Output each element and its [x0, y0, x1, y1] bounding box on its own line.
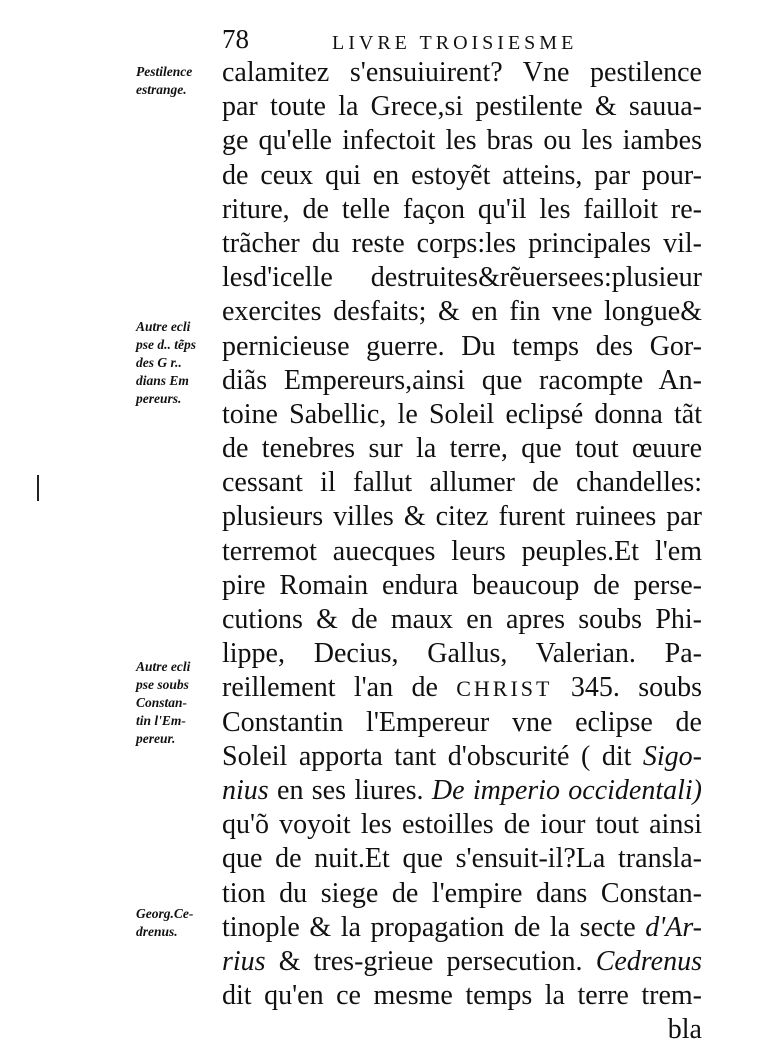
text-line — [222, 911, 702, 945]
margin-note-line: pereur. — [136, 731, 176, 746]
text-segment: reillement l'an de — [222, 672, 457, 704]
margin-note-cedrenus — [136, 905, 222, 941]
text-segment: tinople & la propagation de la secte — [222, 911, 646, 943]
text-segment: 345. soubs — [552, 672, 702, 704]
text-line: riture, de telle façon qu'il les failloit re- — [222, 193, 702, 225]
author-sigonius: Sigo- — [642, 740, 702, 772]
text-line: calamitez s'ensuiuirent? Vne pestilence — [222, 57, 702, 88]
text-line — [222, 945, 702, 979]
name-arrius-end: rius — [222, 945, 266, 977]
margin-note-line: pse d.. tẽps — [136, 337, 196, 352]
text-line: plusieurs villes & citez furent ruinees par — [222, 501, 702, 533]
margin-note-line: drenus. — [136, 924, 178, 939]
author-cedrenus: Cedrenus — [595, 945, 702, 977]
text-line: par toute la Grece,si pestilente & sauua- — [222, 91, 702, 123]
text-line: de ceux qui en estoyẽt atteins, par pour- — [222, 159, 702, 191]
margin-note-line: Constan- — [136, 695, 188, 710]
margin-note-line: Autre ecli — [136, 319, 191, 334]
margin-note-line: Autre ecli — [136, 659, 191, 674]
margin-note-constantine-eclipse — [136, 658, 222, 748]
text-line: lesd'icelle destruites&rẽuersees:plusieur — [222, 262, 702, 294]
page-header — [222, 24, 692, 58]
name-arrius: d'Ar- — [645, 911, 702, 943]
margin-note-line: pse soubs — [136, 677, 189, 692]
text-segment: Soleil apporta tant d'obscurité ( dit — [222, 740, 643, 772]
running-head: LIVRE TROISIESME — [332, 32, 578, 54]
text-line — [222, 774, 702, 808]
text-line: diãs Empereurs,ainsi que racompte An- — [222, 364, 702, 396]
author-sigonius-end: nius — [222, 774, 269, 806]
margin-note-line: tin l'Em- — [136, 713, 186, 728]
text-segment: en ses liures. — [268, 774, 432, 806]
margin-note-line: des G r.. — [136, 355, 182, 370]
text-line: ge qu'elle infectoit les bras ou les iambes — [222, 125, 702, 157]
text-line: lippe, Decius, Gallus, Valerian. Pa- — [222, 638, 702, 670]
book-title-de-imperio: De imperio occidentali) — [431, 774, 702, 806]
text-line: que de nuit.Et que s'ensuit-il?La transla- — [222, 843, 702, 875]
text-segment: & tres-grieue persecution. — [265, 945, 596, 977]
text-line: terremot auecques leurs peuples.Et l'em — [222, 535, 702, 567]
text-line: Constantin l'Empereur vne eclipse de — [222, 706, 702, 738]
margin-note-line: Georg.Ce- — [136, 906, 194, 921]
text-line — [222, 740, 702, 774]
text-line: pire Romain endura beaucoup de perse- — [222, 569, 702, 601]
body-text — [222, 56, 702, 1047]
text-line: pernicieuse guerre. Du temps des Gor- — [222, 330, 702, 362]
text-line: exercites desfaits; & en fin vne longue& — [222, 296, 702, 328]
margin-note-pestilence — [136, 63, 222, 99]
text-line: cutions & de maux en apres soubs Phi- — [222, 604, 702, 635]
text-line: dit qu'en ce mesme temps la terre trem- — [222, 980, 702, 1012]
margin-note-gordian-eclipse — [136, 318, 222, 408]
page-number: 78 — [222, 24, 249, 54]
margin-note-line: estrange. — [136, 82, 187, 97]
margin-note-line: pereurs. — [136, 391, 182, 406]
stray-ink-mark — [37, 475, 39, 501]
text-line: de tenebres sur la terre, que tout œuure — [222, 433, 702, 465]
christ-small-caps: CHRIST — [456, 676, 553, 702]
margin-note-line: dians Em — [136, 373, 189, 388]
text-line — [222, 671, 702, 705]
text-line: toine Sabellic, le Soleil eclipsé donna tãt — [222, 398, 702, 430]
text-line: cessant il fallut allumer de chandelles: — [222, 467, 702, 499]
text-line: qu'õ voyoit les estoilles de iour tout ainsi — [222, 809, 702, 841]
text-line: trãcher du reste corps:les principales vil- — [222, 227, 702, 259]
text-line: tion du siege de l'empire dans Constan- — [222, 877, 702, 909]
catchword: bla — [667, 1014, 702, 1046]
margin-note-line: Pestilence — [136, 64, 193, 79]
